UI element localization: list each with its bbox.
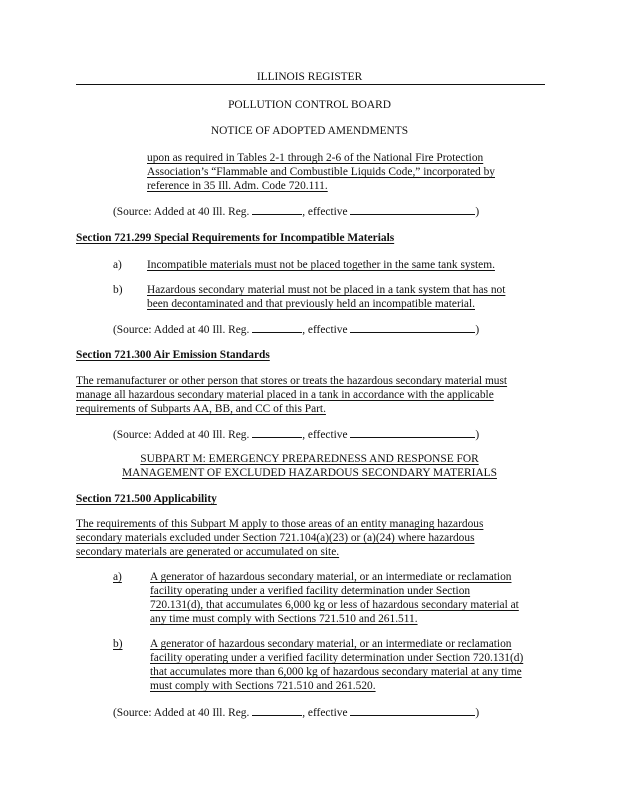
section-500-item-b-line-1: A generator of hazardous secondary material, or an intermediate or reclamation <box>150 638 512 650</box>
section-500-item-b-line-3: that accumulates more than 6,000 kg of hazardous secondary material at any time <box>150 666 522 678</box>
section-500-item-b-line-4: must comply with Sections 721.510 and 261.520. <box>150 680 376 692</box>
section-300-line-2: manage all hazardous secondary material placed in a tank in accordance with the applicable <box>76 389 494 401</box>
notice-title: NOTICE OF ADOPTED AMENDMENTS <box>210 125 409 137</box>
source-note-1: (Source: Added at 40 Ill. Reg. , effective ) <box>113 206 480 218</box>
section-299-item-a-label: a) <box>113 259 122 271</box>
board-name: POLLUTION CONTROL BOARD <box>228 99 391 111</box>
section-500-item-a-label: a) <box>113 571 122 583</box>
section-300-line-3: requirements of Subparts AA, BB, and CC of this Part. <box>76 403 326 415</box>
section-299-heading: Section 721.299 Special Requirements for Incompatible Materials <box>76 232 395 244</box>
section-299-item-b-label: b) <box>113 284 123 296</box>
section-500-item-a-line-1: A generator of hazardous secondary material, or an intermediate or reclamation <box>150 571 512 583</box>
section-300-line-1: The remanufacturer or other person that stores or treats the hazardous secondary material must <box>76 375 508 387</box>
section-500-item-a-line-2: facility operating under a verified facility determination under Section <box>150 585 471 597</box>
section-500-intro-line-3: secondary materials are generated or accumulated on site. <box>76 546 340 558</box>
section-500-item-b-line-2: facility operating under a verified facility determination under Section 720.131(d) <box>150 652 524 664</box>
section-500-intro-line-1: The requirements of this Subpart M apply to those areas of an entity managing hazardous <box>76 518 484 530</box>
continuation-line-3: reference in 35 Ill. Adm. Code 720.111. <box>147 180 328 192</box>
section-500-intro-line-2: secondary materials excluded under Section 721.104(a)(23) or (a)(24) where hazardous <box>76 532 475 544</box>
section-299-item-a-text: Incompatible materials must not be placed together in the same tank system. <box>147 259 495 271</box>
register-title: ILLINOIS REGISTER <box>256 71 363 83</box>
subpart-m-heading-line-2: MANAGEMENT OF EXCLUDED HAZARDOUS SECONDARY MATERIALS <box>122 467 497 479</box>
source-note-2: (Source: Added at 40 Ill. Reg. , effective ) <box>113 324 480 336</box>
source-note-4: (Source: Added at 40 Ill. Reg. , effective ) <box>113 707 480 719</box>
continuation-line-1: upon as required in Tables 2-1 through 2-6 of the National Fire Protection <box>147 152 484 164</box>
section-299-item-b-line-2: been decontaminated and that previously held an incompatible material. <box>147 298 475 310</box>
continuation-line-2: Association’s “Flammable and Combustible Liquids Code,” incorporated by <box>147 166 495 178</box>
section-300-heading: Section 721.300 Air Emission Standards <box>76 349 270 361</box>
section-500-item-b-label: b) <box>113 638 123 650</box>
section-299-item-b-line-1: Hazardous secondary material must not be placed in a tank system that has not <box>147 284 506 296</box>
source-note-3: (Source: Added at 40 Ill. Reg. , effective ) <box>113 429 480 441</box>
header-rule <box>76 84 545 85</box>
section-500-item-a-line-4: any time must comply with Sections 721.510 and 261.511. <box>150 613 418 625</box>
subpart-m-heading-line-1: SUBPART M: EMERGENCY PREPAREDNESS AND RESPONSE FOR <box>140 453 479 465</box>
section-500-heading: Section 721.500 Applicability <box>76 493 217 505</box>
section-500-item-a-line-3: 720.131(d), that accumulates 6,000 kg or less of hazardous secondary material at <box>150 599 519 611</box>
